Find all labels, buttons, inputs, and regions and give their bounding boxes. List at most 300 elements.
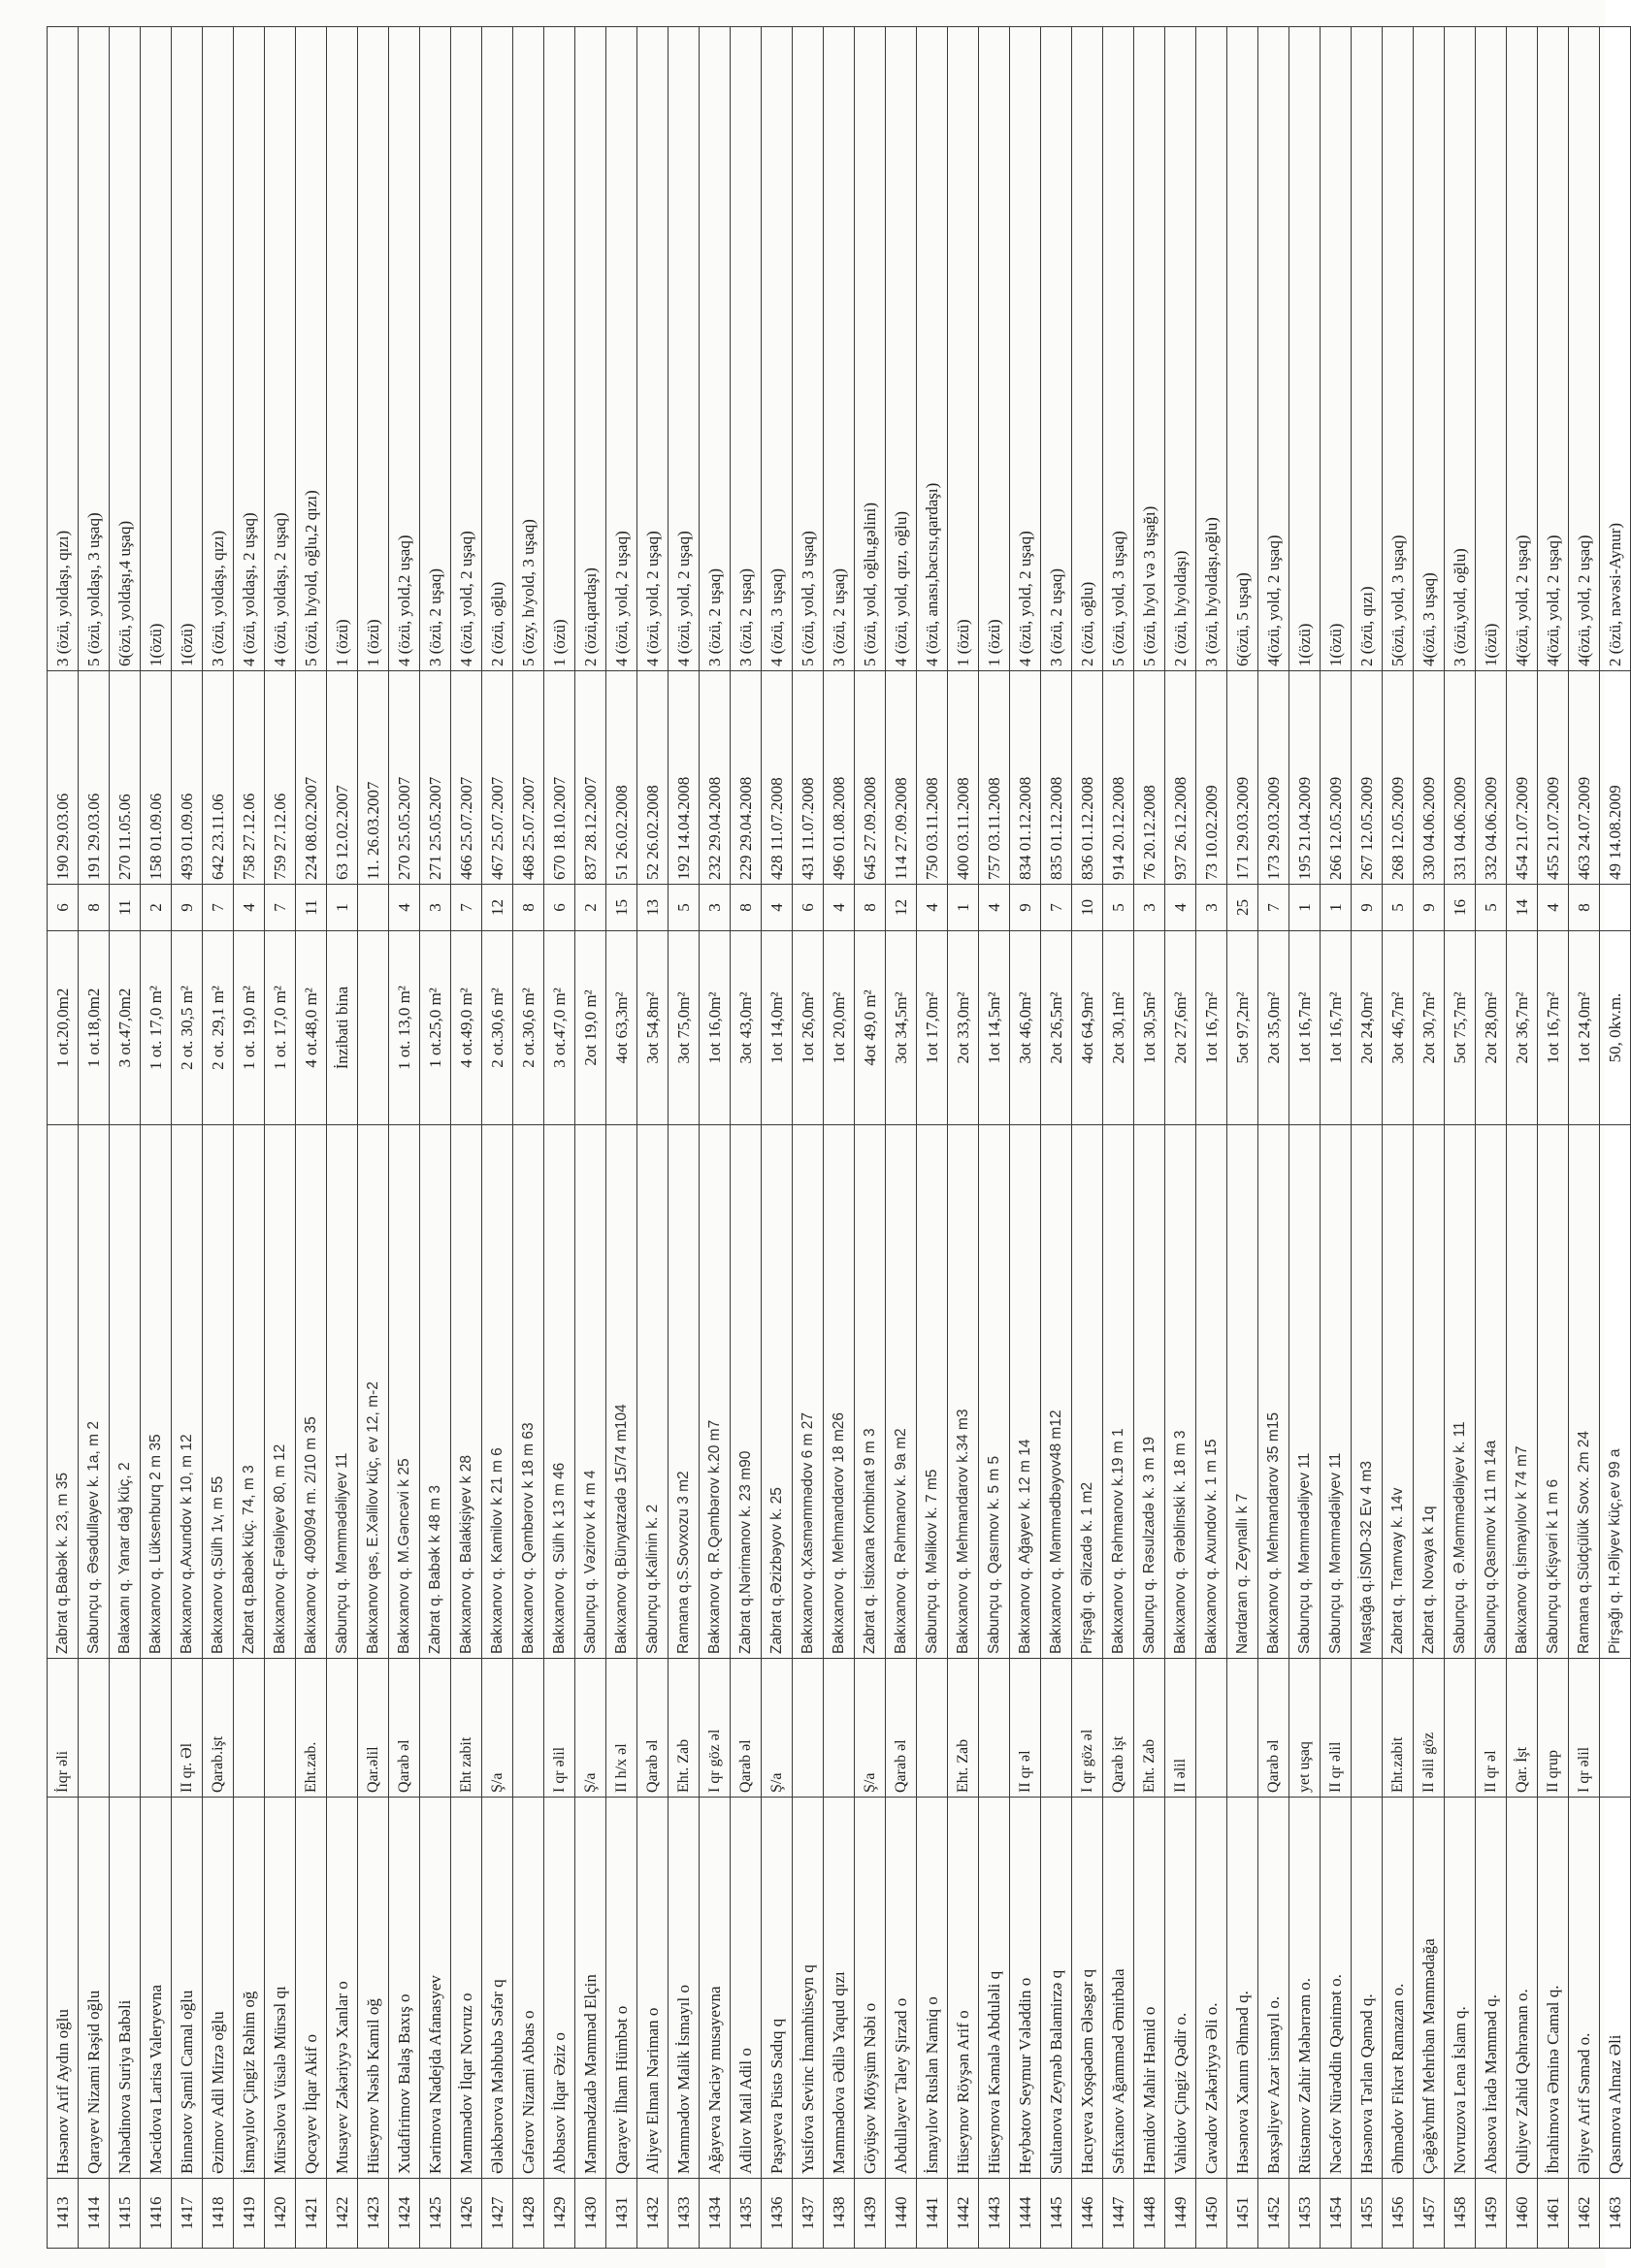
category-cell: [234, 1659, 265, 1798]
person-name-cell: Həsənova Xanım Əhməd q.: [1227, 1798, 1258, 2179]
address-cell: Sabunçu q.Kalinin k. 2: [637, 1125, 669, 1659]
address-cell: Ramana q.S.Sovxozu 3 m2: [669, 1125, 700, 1659]
apartment-cell: 1ot 16,7m²: [1289, 931, 1321, 1125]
table-row: [1072, 27, 1103, 2249]
apartment-cell: 3 ot.47,0 m²: [544, 931, 575, 1125]
apartment-cell: İnzibati bina: [327, 931, 358, 1125]
person-name-cell: Ələkbərova Məhbubə Səfər q: [482, 1798, 513, 2179]
table-row: [1010, 27, 1041, 2249]
apartment-cell: 2ot 30,1m²: [1103, 931, 1134, 1125]
person-name-cell: Hacıyeva Xoşqədəm Ələsgər q: [1072, 1798, 1103, 2179]
category-cell: [1227, 1659, 1258, 1798]
address-cell: Sabunçu q. Qasımov k. 5 m 5: [979, 1125, 1010, 1659]
family-count-cell: 4: [234, 885, 265, 931]
row-number-cell: 1448: [1134, 2179, 1165, 2249]
category-cell: I qr əlil: [544, 1659, 575, 1798]
table-row: [1600, 27, 1631, 2249]
apartment-cell: 2ot 24,0m²: [1352, 931, 1383, 1125]
family-count-cell: 12: [886, 885, 917, 931]
row-number-cell: 1457: [1414, 2179, 1445, 2249]
family-composition-cell: 3 (özü, 2 uşaq): [700, 27, 731, 671]
housing-register-table: [47, 26, 1631, 2249]
family-composition-cell: 4(özü, yold, 2 uşaq): [1538, 27, 1569, 671]
address-cell: Sabunçu q.Qasımov k 11 m 14a: [1476, 1125, 1507, 1659]
apartment-cell: 1 ot.20,0m2: [48, 931, 79, 1125]
table-row: [296, 27, 327, 2249]
person-name-cell: Məmmədov İlqar Novruz o: [451, 1798, 482, 2179]
address-cell: Zabrat q.Nərimanov k. 23 m90: [731, 1125, 762, 1659]
registration-date-cell: 834 01.12.2008: [1010, 671, 1041, 885]
address-cell: Bakıxanov q. Rəhmanov k.19 m 1: [1103, 1125, 1134, 1659]
family-composition-cell: 1(özü): [1321, 27, 1352, 671]
category-cell: II qr əl: [1476, 1659, 1507, 1798]
row-number-cell: 1428: [513, 2179, 544, 2249]
family-composition-cell: 4 (özü, yold, qızı, oğlu): [886, 27, 917, 671]
family-composition-cell: 2 (özü,qardaşı): [575, 27, 606, 671]
family-composition-cell: 2 (özü, qızı): [1352, 27, 1383, 671]
family-count-cell: 2: [141, 885, 172, 931]
category-cell: [979, 1659, 1010, 1798]
row-number-cell: 1422: [327, 2179, 358, 2249]
table-row: [1507, 27, 1538, 2249]
address-cell: Sabunçu q. Əsədullayev k. 1a, m 2: [79, 1125, 110, 1659]
table-row: [1289, 27, 1321, 2249]
person-name-cell: İbrahimova Əminə Camal q.: [1538, 1798, 1569, 2179]
family-count-cell: 1: [327, 885, 358, 931]
category-cell: II qr əlil: [1321, 1659, 1352, 1798]
category-cell: Qarab.işt: [203, 1659, 234, 1798]
category-cell: [420, 1659, 451, 1798]
person-name-cell: Adilov Mail Adil o: [731, 1798, 762, 2179]
apartment-cell: 1ot 16,7m²: [1196, 931, 1227, 1125]
person-name-cell: Qarayev Nizami Rəşid oğlu: [79, 1798, 110, 2179]
table-row: [1321, 27, 1352, 2249]
registration-date-cell: 937 26.12.2008: [1165, 671, 1196, 885]
person-name-cell: Məcidova Larisa Valeryevna: [141, 1798, 172, 2179]
table-row: [265, 27, 296, 2249]
family-composition-cell: 2 (özü, h/yoldaşı): [1165, 27, 1196, 671]
apartment-cell: 2ot 28,0m²: [1476, 931, 1507, 1125]
category-cell: II qr. Əl: [172, 1659, 203, 1798]
address-cell: Bakıxanov q. Balakişiyev k 28: [451, 1125, 482, 1659]
row-number-cell: 1437: [793, 2179, 824, 2249]
address-cell: Sabunçu q. Vəzirov k 4 m 4: [575, 1125, 606, 1659]
registration-date-cell: 229 29.04.2008: [731, 671, 762, 885]
apartment-cell: 4 ot.48,0 m²: [296, 931, 327, 1125]
apartment-cell: 5ot 75,7m²: [1445, 931, 1476, 1125]
person-name-cell: Rüstəmov Zahir Məhərrəm o.: [1289, 1798, 1321, 2179]
address-cell: Pirşağı q. Əlizadə k. 1 m2: [1072, 1125, 1103, 1659]
address-cell: Zabrat q. Babək k 48 m 3: [420, 1125, 451, 1659]
registration-date-cell: 270 25.05.2007: [389, 671, 420, 885]
person-name-cell: Hüseynov Nəsib Kamil oğ: [358, 1798, 389, 2179]
row-number-cell: 1440: [886, 2179, 917, 2249]
row-number-cell: 1452: [1258, 2179, 1289, 2249]
row-number-cell: 1444: [1010, 2179, 1041, 2249]
category-cell: [1600, 1659, 1631, 1798]
apartment-cell: 3ot 46,0m²: [1010, 931, 1041, 1125]
family-count-cell: 1: [1289, 885, 1321, 931]
family-count-cell: 3: [1196, 885, 1227, 931]
apartment-cell: 1 ot. 17,0 m²: [265, 931, 296, 1125]
address-cell: Nardaran q. Zeynallı k 7: [1227, 1125, 1258, 1659]
person-name-cell: Vahidov Çingiz Qədir o.: [1165, 1798, 1196, 2179]
family-count-cell: 7: [451, 885, 482, 931]
category-cell: II qrup: [1538, 1659, 1569, 1798]
person-name-cell: Paşayeva Püstə Sadıq q: [762, 1798, 793, 2179]
family-composition-cell: 1(özü): [1476, 27, 1507, 671]
family-count-cell: 12: [482, 885, 513, 931]
family-composition-cell: 4 (özü, yold, 2 uşaq): [1010, 27, 1041, 671]
row-number-cell: 1413: [48, 2179, 79, 2249]
person-name-cell: Əhmədov Fikrət Ramazan o.: [1383, 1798, 1414, 2179]
row-number-cell: 1414: [79, 2179, 110, 2249]
registration-date-cell: 171 29.03.2009: [1227, 671, 1258, 885]
address-cell: Bakıxanov q. Kamilov k 21 m 6: [482, 1125, 513, 1659]
row-number-cell: 1424: [389, 2179, 420, 2249]
table-row: [824, 27, 855, 2249]
category-cell: [265, 1659, 296, 1798]
person-name-cell: Kərimova Nadejda Afanasyev: [420, 1798, 451, 2179]
registration-date-cell: 331 04.06.2009: [1445, 671, 1476, 885]
apartment-cell: 2ot 33,0m²: [948, 931, 979, 1125]
person-name-cell: Xudafirimov Balaş Baxış o: [389, 1798, 420, 2179]
category-cell: [917, 1659, 948, 1798]
family-composition-cell: 4(özü, yold, 2 uşaq): [1507, 27, 1538, 671]
family-composition-cell: 4 (özü, anası,bacısı,qardaşı): [917, 27, 948, 671]
category-cell: Qarab əl: [1258, 1659, 1289, 1798]
registration-date-cell: 158 01.09.06: [141, 671, 172, 885]
table-row: [1227, 27, 1258, 2249]
apartment-cell: 2ot 30,7m²: [1414, 931, 1445, 1125]
family-count-cell: 11: [296, 885, 327, 931]
registration-date-cell: 463 24.07.2009: [1569, 671, 1600, 885]
address-cell: Sabunçu q. Məmmədəliyev 11: [1321, 1125, 1352, 1659]
row-number-cell: 1417: [172, 2179, 203, 2249]
person-name-cell: Binnətov Şamil Camal oğlu: [172, 1798, 203, 2179]
address-cell: Ramana q.Südçülük Sovx. 2m 24: [1569, 1125, 1600, 1659]
apartment-cell: 3ot 75,0m²: [669, 931, 700, 1125]
person-name-cell: Cavadov Zəkəriyyə Əli o.: [1196, 1798, 1227, 2179]
apartment-cell: 3 ot.47,0m2: [110, 931, 141, 1125]
table-row: [1445, 27, 1476, 2249]
table-row: [110, 27, 141, 2249]
table-row: [389, 27, 420, 2249]
person-name-cell: Novruzova Lena İslam q.: [1445, 1798, 1476, 2179]
address-cell: Pirşağı q. H.Əliyev küç,ev 99 a: [1600, 1125, 1631, 1659]
category-cell: Eht zabit: [451, 1659, 482, 1798]
person-name-cell: Cəfərov Nizami Abbas o: [513, 1798, 544, 2179]
address-cell: Bakıxanov q.Xasməmmədov 6 m 27: [793, 1125, 824, 1659]
address-cell: Maştağa q.İSMD-32 Ev 4 m3: [1352, 1125, 1383, 1659]
family-count-cell: 9: [172, 885, 203, 931]
family-composition-cell: 3 (özü, 2 uşaq): [1041, 27, 1072, 671]
family-composition-cell: 1 (özü): [544, 27, 575, 671]
family-composition-cell: 3 (özü, h/yoldaşı,oğlu): [1196, 27, 1227, 671]
registration-date-cell: 642 23.11.06: [203, 671, 234, 885]
category-cell: Eht. Zab: [669, 1659, 700, 1798]
registration-date-cell: 224 08.02.2007: [296, 671, 327, 885]
registration-date-cell: 493 01.09.06: [172, 671, 203, 885]
apartment-cell: 1ot 16,7m²: [1321, 931, 1352, 1125]
row-number-cell: 1430: [575, 2179, 606, 2249]
apartment-cell: [358, 931, 389, 1125]
table-row: [637, 27, 669, 2249]
apartment-cell: 1ot 14,5m²: [979, 931, 1010, 1125]
apartment-cell: 4ot 49,0 m²: [855, 931, 886, 1125]
table-row: [513, 27, 544, 2249]
category-cell: Qarab əl: [886, 1659, 917, 1798]
person-name-cell: Göyüşov Möyşüm Nəbi o: [855, 1798, 886, 2179]
apartment-cell: 1ot 16,7m²: [1538, 931, 1569, 1125]
row-number-cell: 1441: [917, 2179, 948, 2249]
table-row: [420, 27, 451, 2249]
address-cell: Bakıxanov q.Axundov k 10, m 12: [172, 1125, 203, 1659]
registration-date-cell: 332 04.06.2009: [1476, 671, 1507, 885]
apartment-cell: 2ot 27,6m²: [1165, 931, 1196, 1125]
family-count-cell: 4: [979, 885, 1010, 931]
person-name-cell: İsmayılov Çingiz Rəhim oğ: [234, 1798, 265, 2179]
address-cell: Sabunçu q. Məmmədəliyev 11: [1289, 1125, 1321, 1659]
registration-date-cell: 468 25.07.2007: [513, 671, 544, 885]
family-count-cell: 1: [948, 885, 979, 931]
address-cell: Sabunçu q.Kişvəri k 1 m 6: [1538, 1125, 1569, 1659]
family-count-cell: 9: [1010, 885, 1041, 931]
person-name-cell: Aliyev Elman Nəriman o: [637, 1798, 669, 2179]
row-number-cell: 1455: [1352, 2179, 1383, 2249]
registration-date-cell: 195 21.04.2009: [1289, 671, 1321, 885]
family-composition-cell: 5(özü, yold, 3 uşaq): [1383, 27, 1414, 671]
person-name-cell: Musayev Zəkəriyyə Xanlar o: [327, 1798, 358, 2179]
family-composition-cell: 5 (özy, h/yold, 3 uşaq): [513, 27, 544, 671]
table-row: [762, 27, 793, 2249]
person-name-cell: Abbasov İlqar Əziz o: [544, 1798, 575, 2179]
person-name-cell: Məmmədova Ədilə Yaqud qızı: [824, 1798, 855, 2179]
address-cell: Zabrat q.Əzizbəyov k. 25: [762, 1125, 793, 1659]
registration-date-cell: 190 29.03.06: [48, 671, 79, 885]
registration-date-cell: 268 12.05.2009: [1383, 671, 1414, 885]
row-number-cell: 1462: [1569, 2179, 1600, 2249]
apartment-cell: 1ot 14,0m²: [762, 931, 793, 1125]
row-number-cell: 1461: [1538, 2179, 1569, 2249]
registration-date-cell: 114 27.09.2008: [886, 671, 917, 885]
family-composition-cell: 4 (özü, 3 uşaq): [762, 27, 793, 671]
row-number-cell: 1418: [203, 2179, 234, 2249]
category-cell: Qarab əl: [731, 1659, 762, 1798]
address-cell: Bakıxanov q. Mehmandarov k.34 m3: [948, 1125, 979, 1659]
family-count-cell: 8: [855, 885, 886, 931]
apartment-cell: 1ot 26,0m²: [793, 931, 824, 1125]
category-cell: [327, 1659, 358, 1798]
table-row: [575, 27, 606, 2249]
apartment-cell: 1ot 16,0m²: [700, 931, 731, 1125]
row-number-cell: 1427: [482, 2179, 513, 2249]
family-composition-cell: 4 (özü, yold, 2 uşaq): [669, 27, 700, 671]
registration-date-cell: 759 27.12.06: [265, 671, 296, 885]
apartment-cell: 3ot 43,0m²: [731, 931, 762, 1125]
registration-date-cell: 914 20.12.2008: [1103, 671, 1134, 885]
row-number-cell: 1447: [1103, 2179, 1134, 2249]
table-row: [358, 27, 389, 2249]
registration-date-cell: 232 29.04.2008: [700, 671, 731, 885]
category-cell: [1041, 1659, 1072, 1798]
family-count-cell: 9: [1414, 885, 1445, 931]
apartment-cell: 4 ot.49,0 m²: [451, 931, 482, 1125]
family-count-cell: 4: [389, 885, 420, 931]
person-name-cell: Həsənova Tərlan Qəməd q.: [1352, 1798, 1383, 2179]
registration-date-cell: 431 11.07.2008: [793, 671, 824, 885]
family-count-cell: 16: [1445, 885, 1476, 931]
category-cell: [1196, 1659, 1227, 1798]
row-number-cell: 1433: [669, 2179, 700, 2249]
category-cell: Qar.əlil: [358, 1659, 389, 1798]
address-cell: Bakıxanov q. Ağayev k. 12 m 14: [1010, 1125, 1041, 1659]
registration-date-cell: 757 03.11.2008: [979, 671, 1010, 885]
table-row: [669, 27, 700, 2249]
family-count-cell: 13: [637, 885, 669, 931]
apartment-cell: 1 ot. 17,0 m²: [141, 931, 172, 1125]
family-composition-cell: 1(özü): [172, 27, 203, 671]
category-cell: [1445, 1659, 1476, 1798]
person-name-cell: Ağayeva Naciəy musayevna: [700, 1798, 731, 2179]
table-row: [451, 27, 482, 2249]
person-name-cell: Nəhədinova Suriya Babəli: [110, 1798, 141, 2179]
table-row: [1134, 27, 1165, 2249]
family-composition-cell: 1(özü): [141, 27, 172, 671]
row-number-cell: 1425: [420, 2179, 451, 2249]
family-count-cell: 25: [1227, 885, 1258, 931]
apartment-cell: 3ot 54,8m²: [637, 931, 669, 1125]
row-number-cell: 1442: [948, 2179, 979, 2249]
family-count-cell: [358, 885, 389, 931]
family-composition-cell: 5 (özü, yold, 3 uşaq): [793, 27, 824, 671]
family-count-cell: 7: [265, 885, 296, 931]
table-row: [1165, 27, 1196, 2249]
person-name-cell: Quliyev Zahid Qəhrəman o.: [1507, 1798, 1538, 2179]
category-cell: Eht. Zab: [948, 1659, 979, 1798]
table-row: [1476, 27, 1507, 2249]
row-number-cell: 1435: [731, 2179, 762, 2249]
category-cell: [79, 1659, 110, 1798]
family-count-cell: 8: [731, 885, 762, 931]
family-composition-cell: 4 (özü, yoldaşı, 2 uşaq): [265, 27, 296, 671]
category-cell: [1352, 1659, 1383, 1798]
category-cell: yet uşaq: [1289, 1659, 1321, 1798]
category-cell: II h/x əl: [606, 1659, 637, 1798]
apartment-cell: 50, 0kv.m.: [1600, 931, 1631, 1125]
registration-date-cell: 51 26.02.2008: [606, 671, 637, 885]
family-composition-cell: 6(özü, 5 uşaq): [1227, 27, 1258, 671]
family-count-cell: 8: [513, 885, 544, 931]
rotated-table-wrapper: [47, 27, 1624, 2249]
registration-date-cell: 645 27.09.2008: [855, 671, 886, 885]
registration-date-cell: 750 03.11.2008: [917, 671, 948, 885]
family-count-cell: 5: [1476, 885, 1507, 931]
category-cell: Qar. İşt: [1507, 1659, 1538, 1798]
family-composition-cell: 3 (özü, 2 uşaq): [420, 27, 451, 671]
registration-date-cell: 192 14.04.2008: [669, 671, 700, 885]
category-cell: Qarab əl: [389, 1659, 420, 1798]
family-count-cell: 8: [79, 885, 110, 931]
family-count-cell: 14: [1507, 885, 1538, 931]
person-name-cell: Qocayev İlqar Akif o: [296, 1798, 327, 2179]
family-composition-cell: 1 (özü): [358, 27, 389, 671]
address-cell: Sabunçu q. Məlikov k. 7 m5: [917, 1125, 948, 1659]
apartment-cell: 2 ot. 29,1 m²: [203, 931, 234, 1125]
registration-date-cell: 266 12.05.2009: [1321, 671, 1352, 885]
row-number-cell: 1438: [824, 2179, 855, 2249]
family-composition-cell: 1 (özü): [948, 27, 979, 671]
registration-date-cell: 52 26.02.2008: [637, 671, 669, 885]
apartment-cell: 1 ot. 19,0 m²: [234, 931, 265, 1125]
registration-date-cell: 758 27.12.06: [234, 671, 265, 885]
apartment-cell: 4ot 64,9m²: [1072, 931, 1103, 1125]
apartment-cell: 2ot 26,5m²: [1041, 931, 1072, 1125]
category-cell: [141, 1659, 172, 1798]
apartment-cell: 2ot 36,7m²: [1507, 931, 1538, 1125]
family-composition-cell: 3 (özü, yoldaşı, qızı): [48, 27, 79, 671]
category-cell: Qarab əl: [637, 1659, 669, 1798]
row-number-cell: 1458: [1445, 2179, 1476, 2249]
person-name-cell: Məmmədzadə Məmməd Elçin: [575, 1798, 606, 2179]
table-row: [1569, 27, 1600, 2249]
family-composition-cell: 6(özü, yoldaşı,4 uşaq): [110, 27, 141, 671]
address-cell: Zabrat q. Novaya k 1q: [1414, 1125, 1445, 1659]
address-cell: Zabrat q. Tramvay k. 14v: [1383, 1125, 1414, 1659]
category-cell: I qr göz əl: [1072, 1659, 1103, 1798]
table-row: [793, 27, 824, 2249]
family-composition-cell: 5 (özü, yoldaşı, 3 uşaq): [79, 27, 110, 671]
table-row: [1041, 27, 1072, 2249]
address-cell: Bakıxanov q. Mehmandarov 35 m15: [1258, 1125, 1289, 1659]
table-row: [203, 27, 234, 2249]
registration-date-cell: 49 14.08.2009: [1600, 671, 1631, 885]
family-count-cell: 3: [420, 885, 451, 931]
person-name-cell: Hüseynov Röyşən Arif o: [948, 1798, 979, 2179]
family-composition-cell: 3 (özü, 2 uşaq): [731, 27, 762, 671]
family-count-cell: 4: [1165, 885, 1196, 931]
address-cell: Bakıxanov q.Fətəliyev 80, m 12: [265, 1125, 296, 1659]
family-composition-cell: 4 (özü, yoldaşı, 2 uşaq): [234, 27, 265, 671]
row-number-cell: 1431: [606, 2179, 637, 2249]
row-number-cell: 1432: [637, 2179, 669, 2249]
table-row: [886, 27, 917, 2249]
category-cell: Ş/a: [762, 1659, 793, 1798]
apartment-cell: 4ot 63,3m²: [606, 931, 637, 1125]
category-cell: Eht.zab.: [296, 1659, 327, 1798]
family-count-cell: 4: [1538, 885, 1569, 931]
table-row: [948, 27, 979, 2249]
registration-date-cell: 670 18.10.2007: [544, 671, 575, 885]
family-composition-cell: 3 (özü, yoldaşı, qızı): [203, 27, 234, 671]
family-count-cell: 10: [1072, 885, 1103, 931]
family-composition-cell: 1(özü): [1289, 27, 1321, 671]
row-number-cell: 1421: [296, 2179, 327, 2249]
family-composition-cell: 4 (özü, yold, 2 uşaq): [606, 27, 637, 671]
apartment-cell: 3ot 46,7m²: [1383, 931, 1414, 1125]
apartment-cell: 1 ot. 13,0 m²: [389, 931, 420, 1125]
address-cell: Bakıxanov q. Məmmədbəyov48 m12: [1041, 1125, 1072, 1659]
apartment-cell: 3ot 34,5m²: [886, 931, 917, 1125]
category-cell: I qr əlil: [1569, 1659, 1600, 1798]
table-row: [1414, 27, 1445, 2249]
registration-date-cell: 271 25.05.2007: [420, 671, 451, 885]
row-number-cell: 1420: [265, 2179, 296, 2249]
registration-date-cell: 63 12.02.2007: [327, 671, 358, 885]
row-number-cell: 1436: [762, 2179, 793, 2249]
address-cell: Sabunçu q. Rəsulzadə k. 3 m 19: [1134, 1125, 1165, 1659]
row-number-cell: 1450: [1196, 2179, 1227, 2249]
